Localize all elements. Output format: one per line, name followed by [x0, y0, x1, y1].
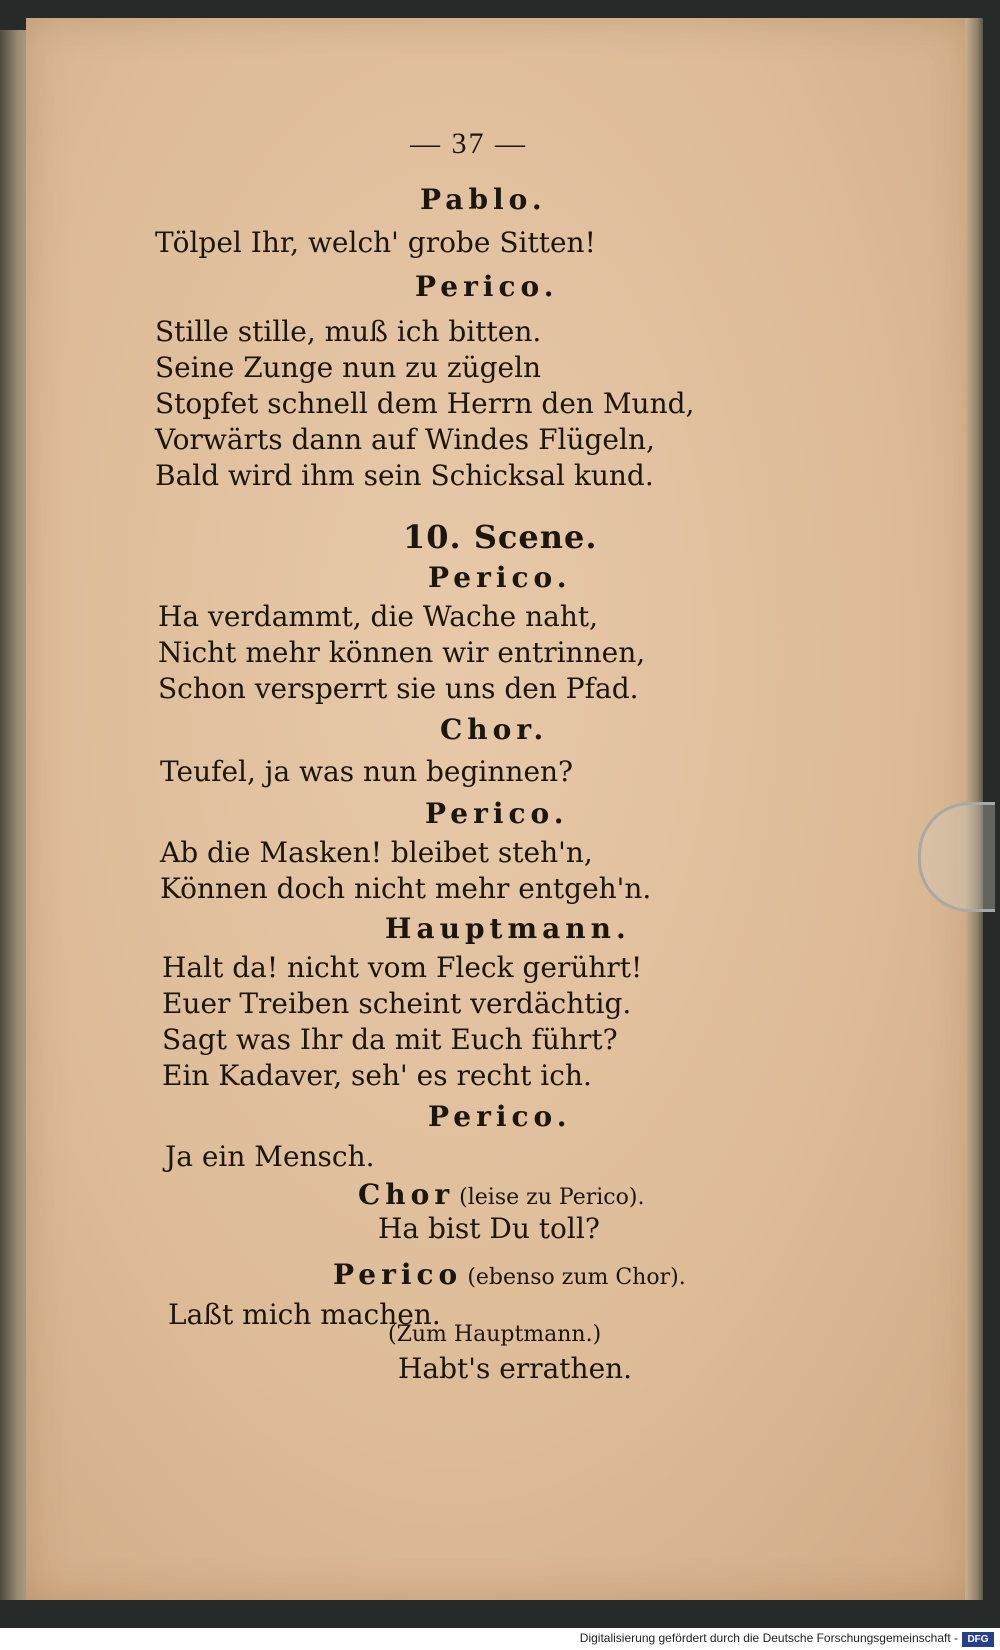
verse-line: Schon versperrt sie uns den Pfad.: [158, 672, 639, 705]
verse-line: Laßt mich machen.: [168, 1298, 441, 1331]
verse-line: Tölpel Ihr, welch' grobe Sitten!: [155, 226, 596, 259]
verse-line: Habt's errathen.: [398, 1352, 633, 1385]
dfg-logo: DFG: [962, 1632, 994, 1647]
verse-line: Bald wird ihm sein Schicksal kund.: [155, 459, 654, 492]
verse-line: Nicht mehr können wir entrinnen,: [158, 636, 646, 669]
verse-line: Seine Zunge nun zu zügeln: [155, 351, 542, 384]
verse-line: Euer Treiben scheint verdächtig.: [162, 987, 632, 1020]
speaker-name: Chor: [358, 1178, 455, 1211]
speaker-name: Perico: [333, 1258, 463, 1291]
stage-direction: (Zum Hauptmann.): [388, 1322, 602, 1347]
scene-heading: 10. Scene.: [403, 518, 598, 556]
verse-line: Vorwärts dann auf Windes Flügeln,: [155, 423, 655, 456]
funding-credit: Digitalisierung gefördert durch die Deutsche Forschungsgemeinschaft -: [579, 1631, 958, 1645]
speaker-name: Perico.: [428, 1100, 572, 1133]
speaker-name: Perico.: [425, 797, 569, 830]
speaker-name: Perico.: [428, 561, 572, 594]
speaker-name: Chor.: [440, 713, 549, 746]
verse-line: Stopfet schnell dem Herrn den Mund,: [155, 387, 695, 420]
page-number: — 37 —: [410, 127, 527, 160]
speaker-name: Perico.: [415, 270, 559, 303]
verse-line: Können doch nicht mehr entgeh'n.: [160, 872, 652, 905]
verse-line: Stille stille, muß ich bitten.: [155, 315, 542, 348]
speaker-with-direction: [358, 1178, 644, 1211]
verse-line: Halt da! nicht vom Fleck gerührt!: [162, 951, 643, 984]
verse-line: Teufel, ja was nun beginnen?: [160, 755, 574, 788]
speaker-with-direction: [333, 1258, 686, 1291]
verse-line: Ab die Masken! bleibet steh'n,: [160, 836, 593, 869]
verse-line: Ja ein Mensch.: [165, 1140, 375, 1173]
stage-direction: (ebenso zum Chor).: [467, 1265, 686, 1290]
speaker-name: Hauptmann.: [385, 912, 631, 945]
verse-line: Sagt was Ihr da mit Euch führt?: [162, 1023, 618, 1056]
verse-line: Ha verdammt, die Wache naht,: [158, 600, 599, 633]
stage-direction: (leise zu Perico).: [459, 1185, 645, 1210]
speaker-name: Pablo.: [420, 183, 547, 216]
verse-line: Ha bist Du toll?: [378, 1212, 600, 1245]
verse-line: Ein Kadaver, seh' es recht ich.: [162, 1059, 592, 1092]
